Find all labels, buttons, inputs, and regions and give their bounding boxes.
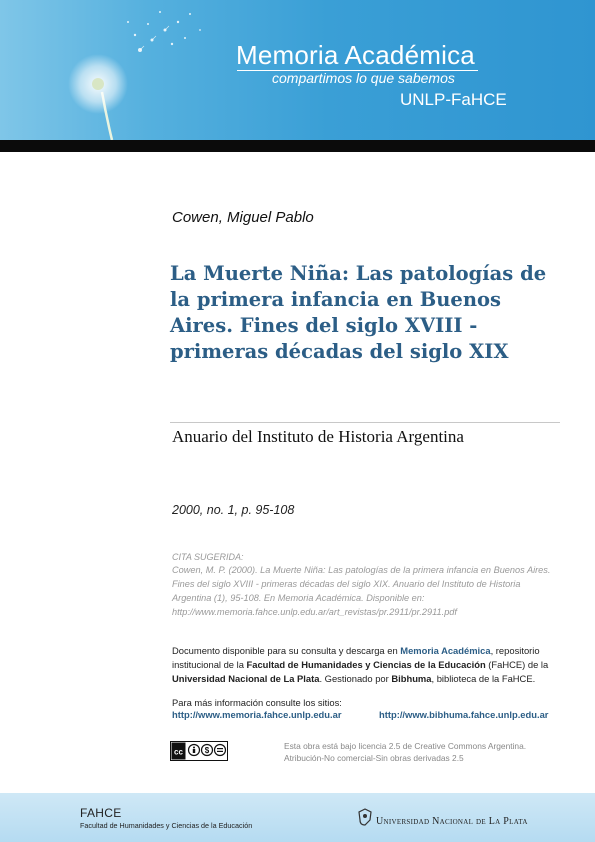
bibhuma-site-link[interactable]: http://www.bibhuma.fahce.unlp.edu.ar xyxy=(379,709,549,720)
header-banner xyxy=(0,0,595,140)
citation-label: CITA SUGERIDA: xyxy=(172,552,244,562)
availability-text: (FaHCE) de la xyxy=(485,659,549,670)
footer-banner xyxy=(0,793,595,842)
header-divider-bar xyxy=(0,140,595,152)
brand-subtitle: compartimos lo que sabemos xyxy=(272,70,455,86)
memoria-site-link[interactable]: http://www.memoria.fahce.unlp.edu.ar xyxy=(172,709,342,720)
fahce-full-name: Facultad de Humanidades y Ciencias de la Educación xyxy=(80,821,253,830)
availability-text: . Gestionado por xyxy=(319,673,392,684)
unlp-seal-icon xyxy=(358,808,372,826)
bibhuma-name: Bibhuma xyxy=(391,673,432,684)
svg-text:$: $ xyxy=(204,746,210,755)
universidad-name: Universidad Nacional de La Plata xyxy=(172,673,320,684)
availability-text: , repositorio institucional de la xyxy=(172,645,540,670)
brand-unit: UNLP-FaHCE xyxy=(400,90,507,109)
license-line: Esta obra está bajo licencia 2.5 de Creative Commons Argentina. xyxy=(284,741,527,751)
availability-text: Documento disponible para su consulta y descarga en xyxy=(172,645,401,656)
memoria-link[interactable]: Memoria Académica xyxy=(400,645,491,656)
journal-name: Anuario del Instituto de Historia Argentina xyxy=(172,427,464,446)
facultad-name: Facultad de Humanidades y Ciencias de la Educación xyxy=(246,659,486,670)
document-title: La Muerte Niña: Las patologías de la primera infancia en Buenos Aires. Fines del siglo XVIII - primeras décadas del siglo XIX xyxy=(170,262,547,363)
license-line: Atribución-No comercial-Sin obras derivadas 2.5 xyxy=(284,753,464,763)
citation-text: Cowen, M. P. (2000). La Muerte Niña: Las patologías de la primera infancia en Buenos Aires. Fines del siglo XVIII - primeras décadas del siglo XIX. Anuario del Instituto de Historia Argentina (1), 95-108. En Memoria Académica. Disponible en: http://www.memoria.fahce.unlp.edu.ar/art_revistas/pr.2911/pr.2911.pdf xyxy=(172,565,551,617)
license-text xyxy=(284,740,574,764)
svg-text:cc: cc xyxy=(174,747,183,757)
fahce-logo-text: FAHCE xyxy=(80,806,122,820)
author-name: Cowen, Miguel Pablo xyxy=(172,209,314,226)
more-info-label: Para más información consulte los sitios: xyxy=(172,697,342,708)
issue-info: 2000, no. 1, p. 95-108 xyxy=(172,503,295,517)
dandelion-icon xyxy=(40,0,220,140)
brand-title: Memoria Académica xyxy=(236,40,475,70)
unlp-name: Universidad Nacional de La Plata xyxy=(376,816,528,827)
availability-note xyxy=(172,644,572,686)
creative-commons-badge-icon[interactable] xyxy=(170,741,228,761)
availability-text: , biblioteca de la FaHCE. xyxy=(431,673,536,684)
section-divider xyxy=(170,422,560,423)
